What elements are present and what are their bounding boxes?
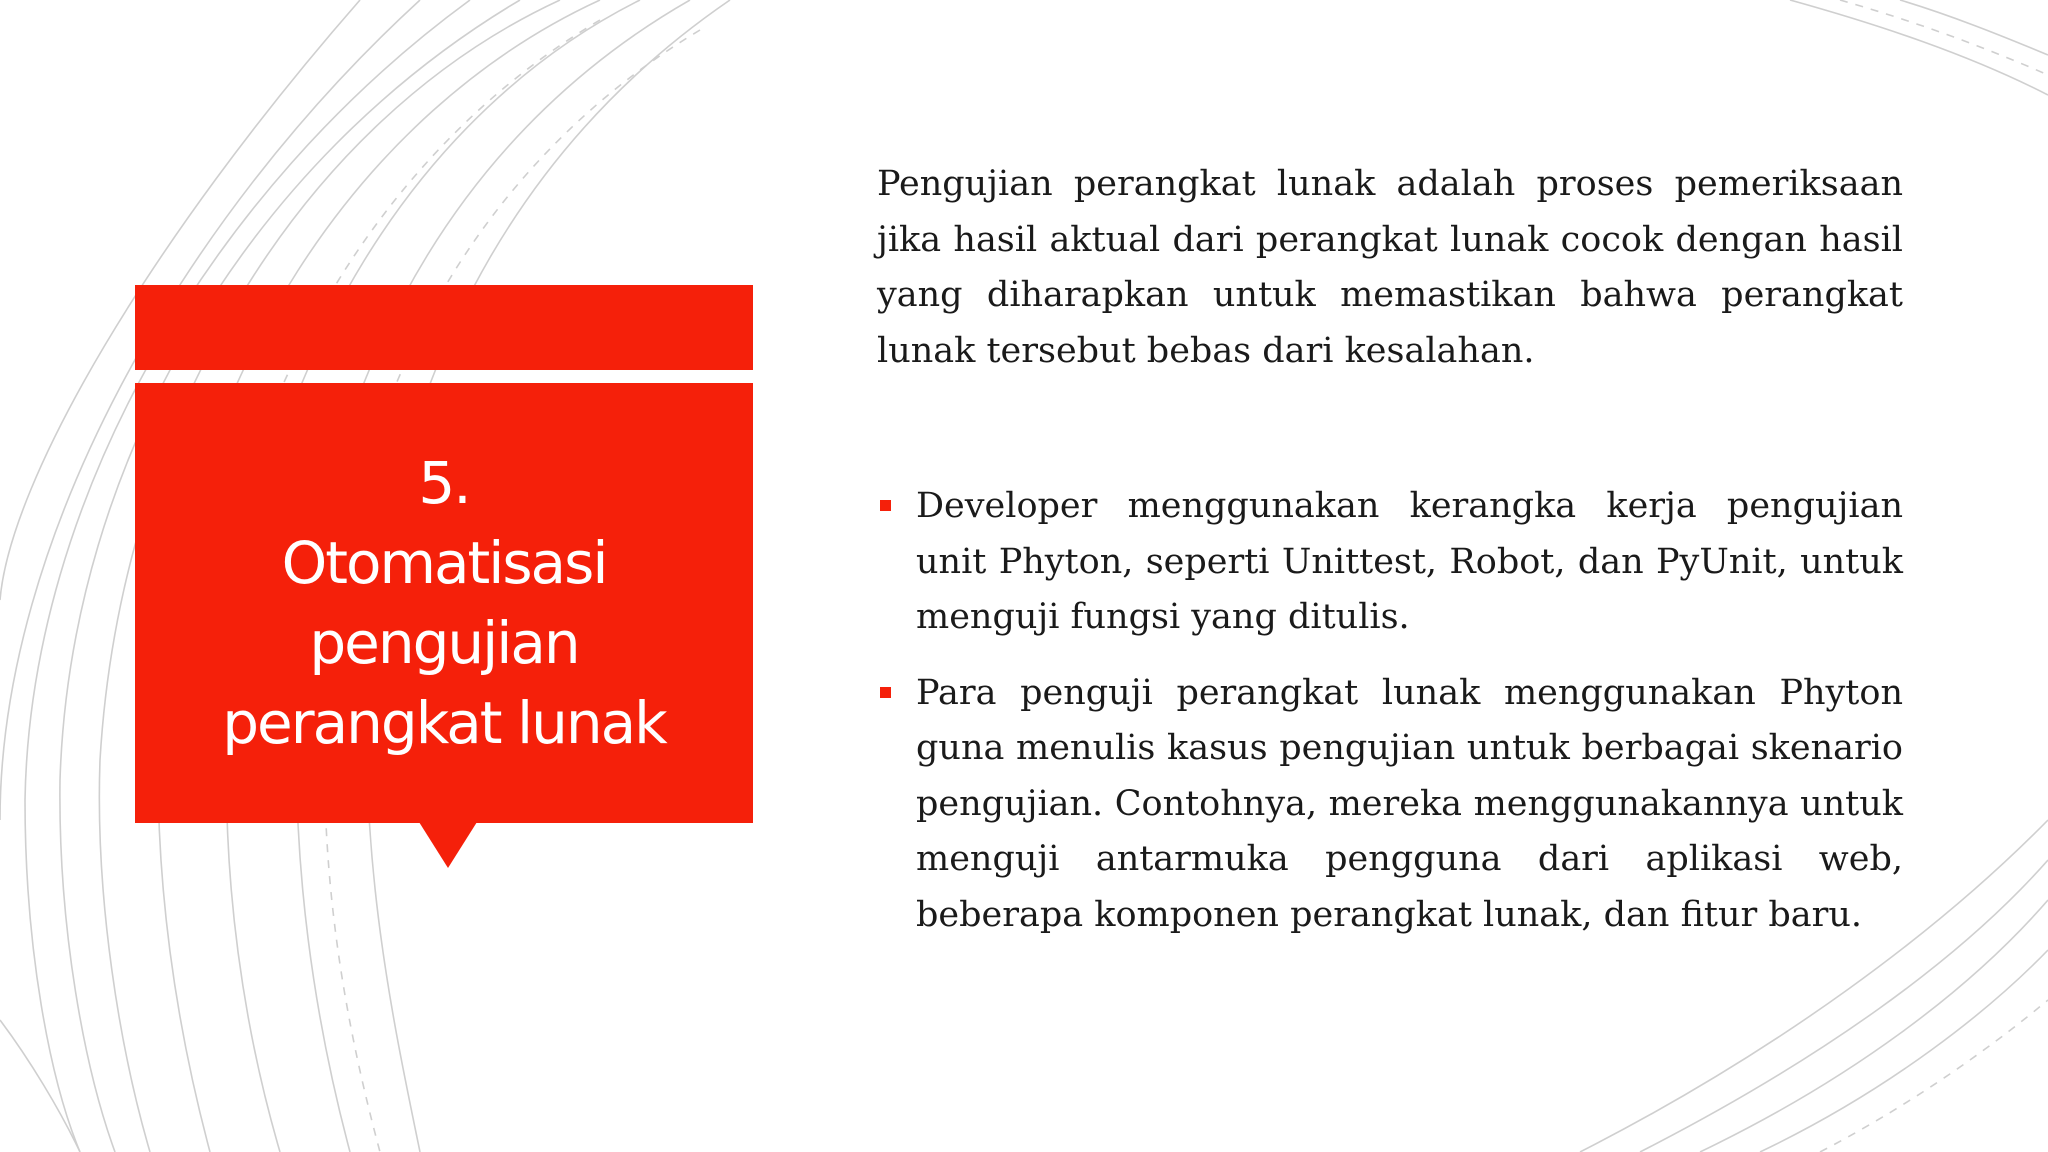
title-callout-pointer [419,822,477,868]
bullet-item [877,479,1903,646]
title-top-bar [135,285,753,370]
red-square-bullet-icon [880,687,891,698]
title-line-number: 5. [418,449,470,517]
content-area [877,157,1903,963]
title-line-1: Otomatisasi [281,529,607,597]
bullet-text: Para penguji perangkat lunak menggunakan Phyton guna menulis kasus pengujian untuk berbagai skenario pengujian. Contohnya, mereka menggunakannya untuk menguji antarmuka pengguna dari aplikasi web, beberapa komponen perangkat lunak, dan fitur baru. [916,672,1903,935]
title-line-3: perangkat lunak [222,689,666,757]
title-box [135,383,753,823]
bullet-item [877,666,1903,944]
red-square-bullet-icon [880,500,891,511]
slide-title [144,443,744,763]
title-line-2: pengujian [309,609,579,677]
intro-paragraph: Pengujian perangkat lunak adalah proses pemeriksaan jika hasil aktual dari perangkat lunak cocok dengan hasil yang diharapkan untuk memastikan bahwa perangkat lunak tersebut bebas dari kesalahan. [877,164,1903,371]
bullet-list [877,479,1903,943]
bullet-text: Developer menggunakan kerangka kerja pengujian unit Phyton, seperti Unittest, Robot, dan PyUnit, untuk menguji fungsi yang ditulis. [916,486,1903,637]
